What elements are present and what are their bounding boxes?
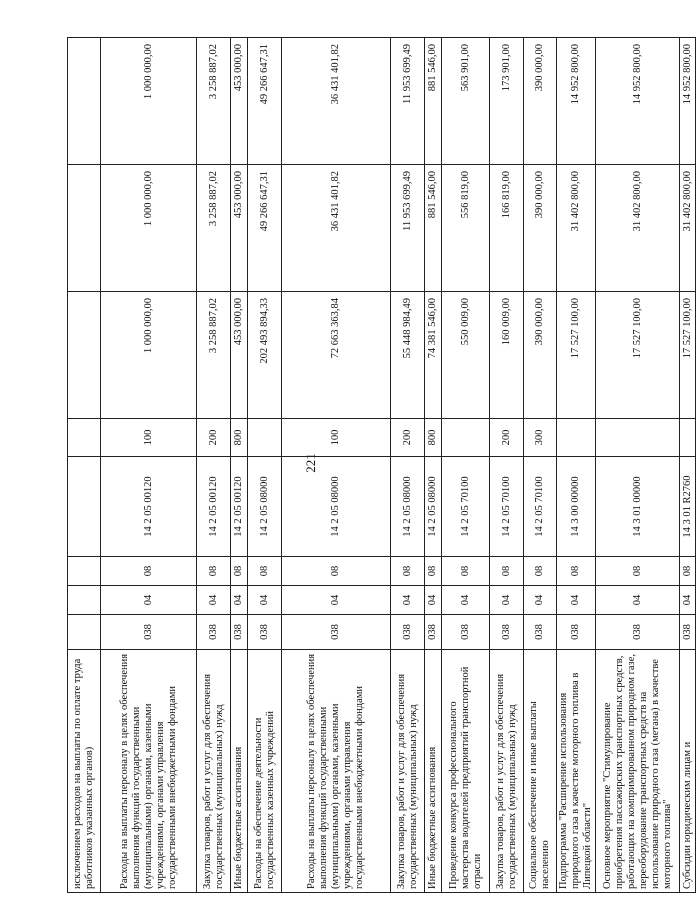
expense-type-cell — [68, 419, 101, 457]
amount-2023-cell: 72 663 363,84 — [282, 292, 391, 419]
amount-2023-cell: 390 000,00 — [524, 292, 557, 419]
amount-2025-cell: 14 952 800,00 — [596, 38, 680, 165]
amount-2024-cell: 36 431 401,82 — [282, 165, 391, 292]
expense-type-cell: 200 — [197, 419, 231, 457]
row-name-cell: Закупка товаров, работ и услуг для обеспечения государственных (муниципальных) нужд — [391, 650, 425, 893]
subsection-code-cell: 08 — [282, 557, 391, 586]
target-article-cell: 14 2 05 08000 — [425, 457, 442, 557]
expense-type-cell — [596, 419, 680, 457]
row-name-cell: Подпрограмма "Расширение использования природного газа в качестве моторного топлива в Липецкой области" — [557, 650, 596, 893]
row-name-cell: Основное мероприятие "Стимулирование приобретения пассажирских транспортных средств, работающих на компримированном природном газе, переоборудование транспортных средств на использование природного газа (метана) в качестве моторного топлива" — [596, 650, 680, 893]
amount-2023-cell: 3 258 887,02 — [197, 292, 231, 419]
section-code-cell: 04 — [490, 586, 524, 615]
table-row — [231, 38, 248, 893]
budget-table-body — [68, 38, 696, 893]
amount-2023-cell: 550 009,00 — [442, 292, 490, 419]
admin-code-cell: 038 — [425, 615, 442, 650]
admin-code-cell: 038 — [490, 615, 524, 650]
page-number: 221 — [303, 453, 318, 473]
admin-code-cell: 038 — [524, 615, 557, 650]
section-code-cell: 04 — [680, 586, 696, 615]
subsection-code-cell — [68, 557, 101, 586]
table-row — [442, 38, 490, 893]
subsection-code-cell: 08 — [248, 557, 282, 586]
amount-2024-cell: 31 402 800,00 — [680, 165, 696, 292]
amount-2024-cell: 556 819,00 — [442, 165, 490, 292]
target-article-cell: 14 2 05 00120 — [197, 457, 231, 557]
table-row — [557, 38, 596, 893]
target-article-cell: 14 2 05 08000 — [248, 457, 282, 557]
admin-code-cell: 038 — [680, 615, 696, 650]
amount-2024-cell: 166 819,00 — [490, 165, 524, 292]
table-row — [282, 38, 391, 893]
amount-2025-cell: 390 000,00 — [524, 38, 557, 165]
subsection-code-cell: 08 — [557, 557, 596, 586]
section-code-cell: 04 — [442, 586, 490, 615]
section-code-cell: 04 — [596, 586, 680, 615]
amount-2023-cell: 160 009,00 — [490, 292, 524, 419]
subsection-code-cell: 08 — [425, 557, 442, 586]
section-code-cell: 04 — [524, 586, 557, 615]
subsection-code-cell: 08 — [391, 557, 425, 586]
admin-code-cell: 038 — [442, 615, 490, 650]
expense-type-cell: 200 — [391, 419, 425, 457]
table-row — [197, 38, 231, 893]
expense-type-cell: 100 — [282, 419, 391, 457]
row-name-cell: Иные бюджетные ассигнования — [231, 650, 248, 893]
row-name-cell: Закупка товаров, работ и услуг для обеспечения государственных (муниципальных) нужд — [490, 650, 524, 893]
section-code-cell: 04 — [101, 586, 197, 615]
table-row — [101, 38, 197, 893]
section-code-cell: 04 — [282, 586, 391, 615]
admin-code-cell: 038 — [101, 615, 197, 650]
target-article-cell: 14 2 05 70100 — [490, 457, 524, 557]
target-article-cell — [68, 457, 101, 557]
amount-2024-cell: 31 402 800,00 — [557, 165, 596, 292]
subsection-code-cell: 08 — [101, 557, 197, 586]
section-code-cell: 04 — [391, 586, 425, 615]
admin-code-cell: 038 — [282, 615, 391, 650]
section-code-cell: 04 — [248, 586, 282, 615]
admin-code-cell: 038 — [197, 615, 231, 650]
subsection-code-cell: 08 — [680, 557, 696, 586]
admin-code-cell — [68, 615, 101, 650]
amount-2025-cell: 453 000,00 — [231, 38, 248, 165]
row-name-cell: Расходы на выплаты персоналу в целях обеспечения выполнения функций государственными (муниципальными) органами, казенными учреждениями, органами управления государственными внебюджетными фондами — [101, 650, 197, 893]
amount-2023-cell: 17 527 100,00 — [680, 292, 696, 419]
rotated-table-container — [67, 38, 693, 893]
table-row — [490, 38, 524, 893]
subsection-code-cell: 08 — [490, 557, 524, 586]
subsection-code-cell: 08 — [442, 557, 490, 586]
budget-table — [67, 37, 696, 893]
amount-2024-cell: 49 266 647,31 — [248, 165, 282, 292]
amount-2025-cell: 563 901,00 — [442, 38, 490, 165]
amount-2025-cell — [68, 38, 101, 165]
amount-2025-cell: 49 266 647,31 — [248, 38, 282, 165]
expense-type-cell: 800 — [231, 419, 248, 457]
admin-code-cell: 038 — [596, 615, 680, 650]
row-name-cell: исключением расходов на выплаты по оплате труда работников указанных органов) — [68, 650, 101, 893]
admin-code-cell: 038 — [231, 615, 248, 650]
admin-code-cell: 038 — [557, 615, 596, 650]
expense-type-cell — [680, 419, 696, 457]
target-article-cell: 14 2 05 08000 — [282, 457, 391, 557]
table-row — [68, 38, 101, 893]
amount-2024-cell: 390 000,00 — [524, 165, 557, 292]
amount-2025-cell: 14 952 800,00 — [680, 38, 696, 165]
target-article-cell: 14 3 01 00000 — [596, 457, 680, 557]
row-name-cell: Расходы на выплаты персоналу в целях обеспечения выполнения функций государственными (муниципальными) органами, казенными учреждениями, органами управления государственными внебюджетными фондами — [282, 650, 391, 893]
amount-2025-cell: 881 546,00 — [425, 38, 442, 165]
subsection-code-cell: 08 — [596, 557, 680, 586]
row-name-cell: Иные бюджетные ассигнования — [425, 650, 442, 893]
expense-type-cell: 100 — [101, 419, 197, 457]
amount-2025-cell: 14 952 800,00 — [557, 38, 596, 165]
section-code-cell: 04 — [231, 586, 248, 615]
amount-2024-cell: 1 000 000,00 — [101, 165, 197, 292]
amount-2023-cell — [68, 292, 101, 419]
amount-2025-cell: 36 431 401,82 — [282, 38, 391, 165]
amount-2023-cell: 17 527 100,00 — [557, 292, 596, 419]
subsection-code-cell: 08 — [231, 557, 248, 586]
amount-2023-cell: 74 381 546,00 — [425, 292, 442, 419]
section-code-cell — [68, 586, 101, 615]
target-article-cell: 14 2 05 70100 — [524, 457, 557, 557]
target-article-cell: 14 2 05 70100 — [442, 457, 490, 557]
target-article-cell: 14 3 00 00000 — [557, 457, 596, 557]
target-article-cell: 14 2 05 00120 — [101, 457, 197, 557]
table-row — [524, 38, 557, 893]
admin-code-cell: 038 — [248, 615, 282, 650]
expense-type-cell — [248, 419, 282, 457]
amount-2023-cell: 453 000,00 — [231, 292, 248, 419]
amount-2025-cell: 11 953 699,49 — [391, 38, 425, 165]
amount-2024-cell — [68, 165, 101, 292]
target-article-cell: 14 3 01 R2760 — [680, 457, 696, 557]
row-name-cell: Расходы на обеспечение деятельности государственных казенных учреждений — [248, 650, 282, 893]
section-code-cell: 04 — [197, 586, 231, 615]
expense-type-cell — [442, 419, 490, 457]
amount-2023-cell: 17 527 100,00 — [596, 292, 680, 419]
amount-2024-cell: 11 953 699,49 — [391, 165, 425, 292]
table-row — [425, 38, 442, 893]
amount-2023-cell: 202 493 894,33 — [248, 292, 282, 419]
amount-2024-cell: 3 258 887,02 — [197, 165, 231, 292]
table-row — [596, 38, 680, 893]
amount-2024-cell: 453 000,00 — [231, 165, 248, 292]
expense-type-cell: 200 — [490, 419, 524, 457]
amount-2024-cell: 881 546,00 — [425, 165, 442, 292]
amount-2025-cell: 173 901,00 — [490, 38, 524, 165]
section-code-cell: 04 — [425, 586, 442, 615]
amount-2024-cell: 31 402 800,00 — [596, 165, 680, 292]
subsection-code-cell: 08 — [197, 557, 231, 586]
row-name-cell: Социальное обеспечение и иные выплаты населению — [524, 650, 557, 893]
amount-2025-cell: 3 258 887,02 — [197, 38, 231, 165]
admin-code-cell: 038 — [391, 615, 425, 650]
subsection-code-cell: 08 — [524, 557, 557, 586]
target-article-cell: 14 2 05 08000 — [391, 457, 425, 557]
target-article-cell: 14 2 05 00120 — [231, 457, 248, 557]
table-row — [391, 38, 425, 893]
section-code-cell: 04 — [557, 586, 596, 615]
expense-type-cell: 300 — [524, 419, 557, 457]
row-name-cell: Закупка товаров, работ и услуг для обеспечения государственных (муниципальных) нужд — [197, 650, 231, 893]
amount-2023-cell: 1 000 000,00 — [101, 292, 197, 419]
amount-2023-cell: 55 448 984,49 — [391, 292, 425, 419]
row-name-cell: Субсидии юридическим лицам и — [680, 650, 696, 893]
amount-2025-cell: 1 000 000,00 — [101, 38, 197, 165]
table-row — [248, 38, 282, 893]
expense-type-cell: 800 — [425, 419, 442, 457]
row-name-cell: Проведение конкурса профессионального мастерства водителей предприятий транспортной отрасли — [442, 650, 490, 893]
budget-table-page — [67, 38, 693, 893]
table-row — [680, 38, 696, 893]
expense-type-cell — [557, 419, 596, 457]
